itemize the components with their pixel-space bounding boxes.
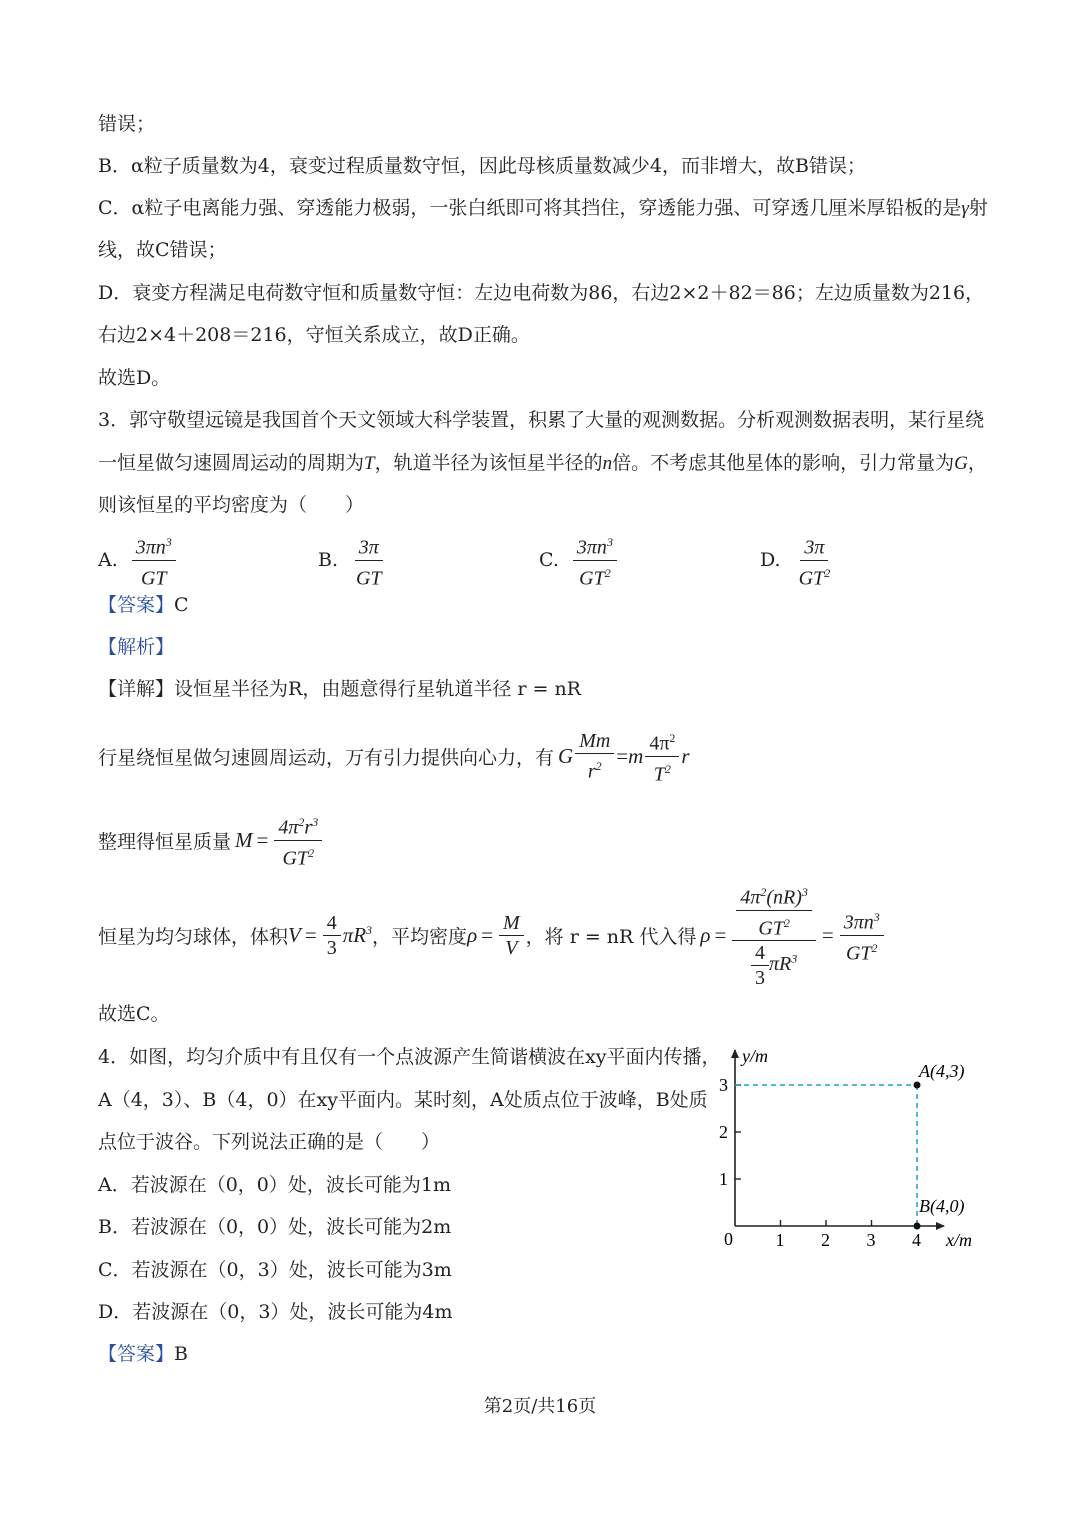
text-span: 一恒星做匀速圆周运动的周期为 bbox=[98, 452, 365, 474]
math-equals: = bbox=[304, 922, 317, 947]
option-fraction bbox=[352, 530, 386, 590]
q4-option-d: D．若波源在（0，3）处，波长可能为4m bbox=[98, 1301, 453, 1323]
step-text: 整理得恒星质量 bbox=[98, 830, 232, 853]
inner-denominator: $GT^2$ bbox=[758, 915, 790, 940]
page-footer: 第2页/共16页 bbox=[483, 1396, 597, 1417]
option-label: C. bbox=[539, 549, 559, 572]
step-text: 行星绕恒星做匀速圆周运动，万有引力提供向心力，有 bbox=[98, 746, 555, 769]
fraction-numerator: M bbox=[499, 911, 524, 936]
fraction-numerator: $4\pi^2r^3$ bbox=[274, 810, 322, 841]
fraction-denominator: GT bbox=[579, 567, 605, 590]
fraction-numerator: 3πn bbox=[135, 536, 166, 559]
q3-conclusion: 故选C。 bbox=[98, 1003, 170, 1025]
math-equals: = bbox=[714, 922, 727, 947]
fraction-denominator: $r^2$ bbox=[587, 758, 602, 783]
q4-option-b: B．若波源在（0，0）处，波长可能为2m bbox=[98, 1216, 452, 1238]
option-label: D. bbox=[760, 549, 781, 572]
fraction-numerator: 3πn bbox=[576, 536, 607, 559]
var-T: T bbox=[364, 453, 375, 474]
y-tick-label: 2 bbox=[719, 1122, 728, 1142]
step-text: ，将 r = nR 代入得 bbox=[525, 925, 697, 948]
q4-stem-line: 点位于波谷。下列说法正确的是（ ） bbox=[98, 1131, 441, 1153]
text-span: C．α粒子电离能力强、穿透能力极弱，一张白纸即可将其挡住，穿透能力强、可穿透几厘米厚铅板的是 bbox=[98, 197, 962, 219]
exponent: 3 bbox=[606, 535, 613, 549]
math-equals: = bbox=[256, 827, 269, 852]
math-rho: ρ bbox=[700, 922, 711, 947]
option-fraction bbox=[573, 530, 617, 590]
text-span: ， bbox=[967, 452, 987, 474]
gamma-symbol: γ bbox=[961, 198, 969, 219]
compound-fraction bbox=[732, 880, 816, 990]
var-G: G bbox=[954, 453, 968, 474]
fraction-denominator: GT bbox=[356, 567, 382, 590]
fraction-result bbox=[840, 905, 884, 965]
axis-ticks bbox=[719, 1075, 921, 1250]
inner-fraction bbox=[751, 941, 769, 990]
fraction-numerator bbox=[732, 880, 816, 941]
q3-step-3 bbox=[98, 880, 886, 990]
y-tick-label: 1 bbox=[719, 1169, 728, 1189]
math-m: m bbox=[628, 743, 644, 768]
fraction-denominator: $T^2$ bbox=[653, 761, 671, 786]
fraction-numerator: 3π bbox=[358, 536, 379, 559]
inner-denominator: 3 bbox=[754, 967, 765, 990]
option-label: A. bbox=[98, 549, 118, 572]
step-text: 恒星为均匀球体，体积 bbox=[98, 925, 289, 948]
q4-stem-line: 4．如图，均匀介质中有且仅有一个点波源产生简谐横波在xy平面内传播， bbox=[98, 1046, 721, 1068]
math-M: M bbox=[235, 827, 253, 852]
math-equals: = bbox=[616, 743, 629, 768]
math-equals: = bbox=[821, 922, 834, 947]
fraction-mass bbox=[274, 810, 322, 870]
exponent: 3 bbox=[165, 535, 172, 549]
dashed-guides bbox=[735, 1085, 917, 1226]
math-V: V bbox=[288, 922, 301, 947]
step-text: ，平均密度 bbox=[372, 925, 468, 948]
inner-numerator: $4\pi^2(nR)^3$ bbox=[736, 880, 812, 911]
answer-value: B bbox=[174, 1343, 188, 1365]
q3-option-c bbox=[539, 530, 619, 590]
text-line: 故选D。 bbox=[98, 367, 171, 389]
q4-answer-line bbox=[98, 1341, 188, 1367]
x-tick-label: 1 bbox=[775, 1230, 785, 1250]
answer-value: C bbox=[174, 594, 189, 616]
q3-detail-line bbox=[98, 676, 581, 702]
text-line: 右边2×4＋208＝216，守恒关系成立，故D正确。 bbox=[98, 324, 530, 346]
point-label-A: A(4,3) bbox=[919, 1061, 965, 1081]
text-line: B．α粒子质量数为4，衰变过程质量数守恒，因此母核质量数减少4，而非增大，故B错误； bbox=[98, 155, 866, 177]
fraction-denominator: $GT^2$ bbox=[845, 940, 878, 965]
fraction-4-3 bbox=[323, 911, 341, 960]
text-line: 线，故C错误； bbox=[98, 239, 227, 261]
fraction-Mm-r2 bbox=[575, 729, 614, 784]
fraction-numerator: $3\pi n^3$ bbox=[840, 905, 884, 936]
q3-step-1 bbox=[98, 726, 690, 786]
point-label-B: B(4,0) bbox=[919, 1196, 965, 1216]
fraction-denominator: $GT^2$ bbox=[282, 845, 315, 870]
detail-text: 设恒星半径为R，由题意得行星轨道半径 r = nR bbox=[174, 678, 581, 700]
fraction-denominator: GT bbox=[798, 567, 825, 590]
fraction-denominator: $\frac{4}{3}$ $\pi R^3$ bbox=[747, 941, 801, 990]
text-span: 射 bbox=[968, 197, 988, 219]
math-r: r bbox=[681, 743, 690, 768]
answer-tag: 【答案】 bbox=[98, 1343, 175, 1365]
q3-option-b bbox=[318, 530, 388, 590]
math-rho: ρ bbox=[467, 922, 478, 947]
fraction-denominator: GT bbox=[140, 567, 167, 590]
point-A bbox=[914, 1082, 921, 1089]
fraction-denominator: 3 bbox=[326, 936, 337, 959]
y-axis-label: y/m bbox=[742, 1046, 768, 1066]
text-line: D．衰变方程满足电荷数守恒和质量数守恒：左边电荷数为86，右边2×2＋82＝86；左边质量数为216， bbox=[98, 282, 985, 304]
option-label: B. bbox=[318, 549, 339, 572]
q4-option-c: C．若波源在（0，3）处，波长可能为3m bbox=[98, 1259, 452, 1281]
inner-fraction bbox=[736, 880, 812, 940]
fraction-numerator: 3π bbox=[804, 536, 825, 559]
y-tick-label: 3 bbox=[719, 1075, 728, 1095]
option-fraction bbox=[795, 530, 835, 590]
exponent: 2 bbox=[604, 565, 611, 580]
q4-stem-line: A（4，3）、B（4，0）在xy平面内。某时刻，A处质点位于波峰，B处质 bbox=[98, 1089, 708, 1111]
math-equals: = bbox=[481, 922, 493, 947]
q3-stem-line: 则该恒星的平均密度为（ ） bbox=[98, 494, 365, 516]
q4-option-a: A．若波源在（0，0）处，波长可能为1m bbox=[98, 1174, 452, 1196]
answer-tag: 【答案】 bbox=[98, 594, 175, 616]
detail-tag: 【详解】 bbox=[98, 678, 175, 700]
analysis-tag: 【解析】 bbox=[98, 636, 175, 658]
exponent: 2 bbox=[824, 565, 831, 580]
fraction-numerator: 4 bbox=[323, 911, 341, 936]
x-axis-label: x/m bbox=[946, 1230, 972, 1250]
fraction-numerator: Mm bbox=[575, 729, 614, 754]
fraction-numerator: $4\pi^2$ bbox=[645, 726, 679, 757]
coordinate-figure bbox=[712, 1042, 1012, 1257]
q3-analysis-line bbox=[98, 634, 174, 660]
point-B bbox=[914, 1223, 921, 1230]
text-line bbox=[98, 195, 988, 222]
math-piR3: $\pi R^3$ bbox=[342, 922, 373, 947]
q3-option-a bbox=[98, 530, 178, 590]
inner-numerator: 4 bbox=[751, 941, 769, 966]
q3-stem-line: 3．郭守敬望远镜是我国首个天文领域大科学装置，积累了大量的观测数据。分析观测数据表明，某行星绕 bbox=[98, 409, 985, 431]
fraction-denominator: V bbox=[505, 936, 518, 959]
option-fraction bbox=[132, 530, 176, 590]
points bbox=[914, 1061, 965, 1230]
x-tick-label: 3 bbox=[866, 1230, 876, 1250]
fraction-M-V bbox=[499, 911, 524, 960]
q3-option-d bbox=[760, 530, 836, 590]
q3-stem-line bbox=[98, 450, 987, 477]
x-tick-label: 4 bbox=[912, 1230, 921, 1250]
var-n: n bbox=[602, 453, 613, 474]
q3-answer-line bbox=[98, 592, 189, 618]
text-span: 倍。不考虑其他星体的影响，引力常量为 bbox=[612, 452, 955, 474]
fraction-4pi2-T2 bbox=[645, 726, 679, 786]
text-span: ，轨道半径为该恒星半径的 bbox=[374, 452, 603, 474]
origin-label: 0 bbox=[724, 1229, 733, 1249]
x-tick-label: 2 bbox=[821, 1230, 830, 1250]
q3-step-2 bbox=[98, 810, 324, 870]
math-G: G bbox=[558, 743, 574, 768]
text-line: 错误； bbox=[98, 113, 156, 135]
